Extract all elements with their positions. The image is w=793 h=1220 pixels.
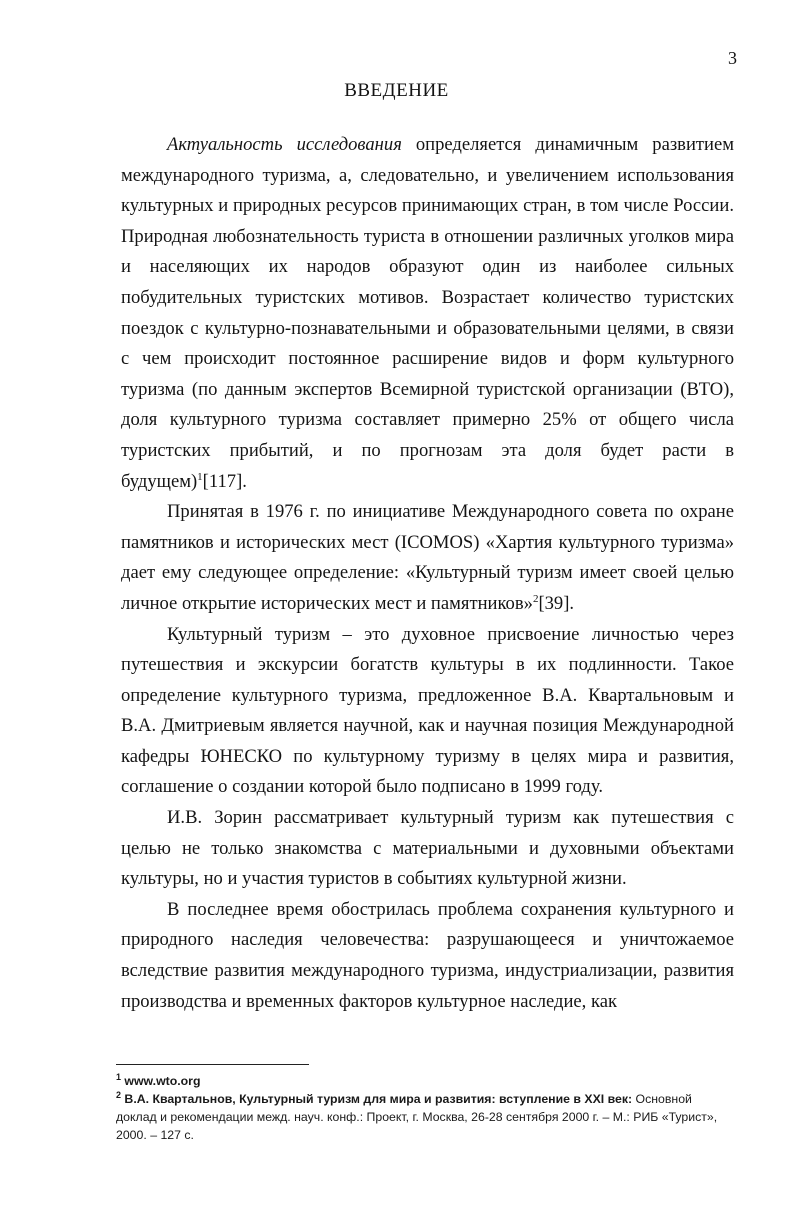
body-text bbox=[121, 130, 734, 1017]
relevance-emphasis: Актуальность исследования bbox=[167, 134, 402, 155]
page-number: 3 bbox=[728, 48, 737, 68]
paragraph-heritage: В последнее время обострилась проблема сохранения культурного и природного наследия человечества: разрушающееся и уничтожаемое вследствие развития международного туризма, индустриализации, развития производства и временных факторов культурное наследие, как bbox=[121, 898, 734, 1012]
page-title: ВВЕДЕНИЕ bbox=[344, 80, 449, 101]
footnote-ref-2[interactable]: 2 bbox=[532, 592, 539, 605]
footnote-ref-1[interactable]: 1 bbox=[197, 470, 203, 483]
footnote-2 bbox=[116, 1090, 736, 1144]
footnote-1 bbox=[116, 1072, 736, 1090]
citation: [39]. bbox=[538, 592, 575, 614]
paragraph-relevance bbox=[121, 130, 734, 497]
footnote-link[interactable]: www.wto.org bbox=[121, 1074, 201, 1088]
paragraph-text: определяется динамичным развитием международного туризма, а, следовательно, и увеличением использования культурных и природных ресурсов принимающих стран, в том числе России. Природная любознательность туриста в отношении различных уголков мира и населяющих их народов образуют один из наиболее сильных побудительных туристских мотивов. Возрастает количество туристских поездок с культурно-познавательными и образовательными целями, в связи с чем происходит постоянное расширение видов и форм культурного туризма (по данным экспертов Всемирной туристской организации (ВТО), доля культурного туризма составляет примерно 25% от общего числа туристских прибытий, и по прогнозам эта доля будет расти в будущем) bbox=[121, 134, 734, 492]
paragraph-zorin: И.В. Зорин рассматривает культурный туризм как путешествия с целью не только знакомства с материальными и духовными объектами культуры, но и участия туристов в событиях культурной жизни. bbox=[121, 807, 734, 890]
footnote-divider bbox=[116, 1064, 309, 1065]
footnote-marker: 2 bbox=[116, 1089, 122, 1100]
footnote-marker: 1 bbox=[116, 1071, 122, 1082]
footnotes bbox=[116, 1072, 736, 1144]
paragraph-text: Принятая в 1976 г. по инициативе Международного совета по охране памятников и исторических мест (ICOMOS) «Хартия культурного туризма» дает ему следующее определение: «Культурный туризм имеет своей целью личное открытие исторических мест и памятников» bbox=[121, 501, 734, 614]
paragraph-definition: Культурный туризм – это духовное присвоение личностью через путешествия и экскурсии богатств культуры в их подлинности. Такое определение культурного туризма, предложенное В.А. Квартальновым и В.А. Дмитриевым является научной, как и научная позиция Международной кафедры ЮНЕСКО по культурному туризму в целях мира и развития, соглашение о создании которой было подписано в 1999 году. bbox=[121, 623, 734, 798]
paragraph-icomos bbox=[121, 497, 734, 619]
footnote-source-details: Основной доклад и рекомендации межд. науч. конф.: Проект, г. Москва, 26-28 сентября 2000 г. – М.: РИБ «Турист», 2000. – 127 с. bbox=[116, 1092, 718, 1142]
footnote-source-title: В.А. Квартальнов, Культурный туризм для мира и развития: вступление в XXI век: bbox=[121, 1092, 633, 1106]
citation: [117]. bbox=[202, 470, 247, 492]
